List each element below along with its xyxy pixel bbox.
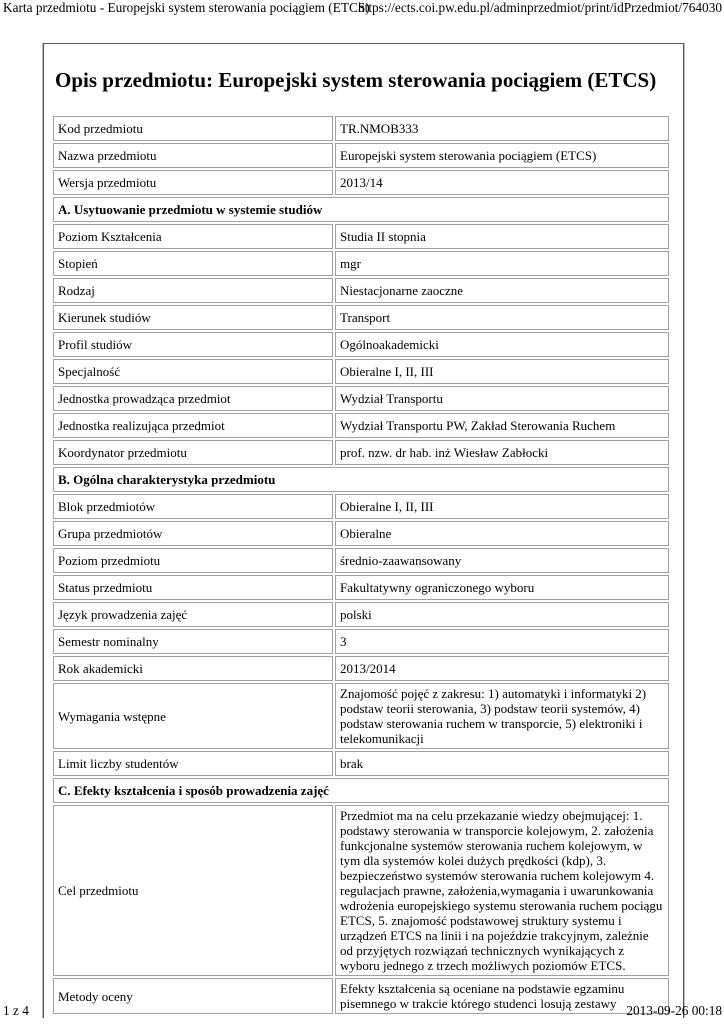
row-key: Profil studiów (53, 332, 333, 357)
row-key: Limit liczby studentów (53, 751, 333, 776)
section-header (53, 778, 669, 803)
table-row (53, 116, 669, 141)
row-key: Rok akademicki (53, 656, 333, 681)
table-row (53, 305, 669, 330)
table-row (53, 332, 669, 357)
row-key: Jednostka realizująca przedmiot (53, 413, 333, 438)
row-value: Transport (335, 305, 669, 330)
row-value: Wydział Transportu PW, Zakład Sterowania Ruchem (335, 413, 669, 438)
row-value: 3 (335, 629, 669, 654)
row-value: mgr (335, 251, 669, 276)
row-value: średnio-zaawansowany (335, 548, 669, 573)
print-header-title: Karta przedmiotu - Europejski system sterowania pociągiem (ETCS) (3, 0, 370, 15)
row-value: 2013/2014 (335, 656, 669, 681)
table-row (53, 751, 669, 776)
table-row (53, 656, 669, 681)
table-row (53, 170, 669, 195)
page-counter: 1 z 4 (3, 1003, 29, 1018)
row-key: Semestr nominalny (53, 629, 333, 654)
print-header-url: https://ects.coi.pw.edu.pl/adminprzedmiot/print/idPrzedmiot/764030 (357, 0, 722, 15)
table-row (53, 629, 669, 654)
row-key: Rodzaj (53, 278, 333, 303)
row-value: Znajomość pojęć z zakresu: 1) automatyki i informatyki 2) podstaw teorii sterowania, 3) podstaw teorii systemów, 4) podstaw sterowania ruchem w transporcie, 5) elektroniki i telekomunikacji (335, 683, 669, 749)
section-c-title: C. Efekty kształcenia i sposób prowadzenia zajęć (53, 778, 669, 803)
table-row (53, 602, 669, 627)
section-b-title: B. Ogólna charakterystyka przedmiotu (53, 467, 669, 492)
row-value: Fakultatywny ograniczonego wyboru (335, 575, 669, 600)
row-key: Poziom przedmiotu (53, 548, 333, 573)
table-row (53, 521, 669, 546)
row-value: Efekty kształcenia są oceniane na podstawie egzaminu pisemnego w trakcie którego studenci losują zestawy (335, 978, 669, 1014)
row-value: Ogólnoakademicki (335, 332, 669, 357)
row-key: Blok przedmiotów (53, 494, 333, 519)
row-value: Obieralne I, II, III (335, 494, 669, 519)
row-key: Wersja przedmiotu (53, 170, 333, 195)
page-title: Opis przedmiotu: Europejski system sterowania pociągiem (ETCS) (55, 68, 657, 92)
table-row (53, 575, 669, 600)
row-key: Grupa przedmiotów (53, 521, 333, 546)
row-value: Europejski system sterowania pociągiem (ETCS) (335, 143, 669, 168)
section-header (53, 467, 669, 492)
row-key: Nazwa przedmiotu (53, 143, 333, 168)
section-header (53, 197, 669, 222)
section-a-title: A. Usytuowanie przedmiotu w systemie studiów (53, 197, 669, 222)
row-key: Specjalność (53, 359, 333, 384)
row-key: Jednostka prowadząca przedmiot (53, 386, 333, 411)
table-row (53, 143, 669, 168)
row-key: Poziom Kształcenia (53, 224, 333, 249)
row-key: Kod przedmiotu (53, 116, 333, 141)
row-value: polski (335, 602, 669, 627)
row-value: Wydział Transportu (335, 386, 669, 411)
table-row (53, 978, 669, 1014)
table-row (53, 548, 669, 573)
row-value: 2013/14 (335, 170, 669, 195)
row-key: Język prowadzenia zajęć (53, 602, 333, 627)
row-key: Kierunek studiów (53, 305, 333, 330)
print-datetime: 2013-09-26 00:18 (626, 1003, 722, 1018)
table-row (53, 440, 669, 465)
row-value: Obieralne (335, 521, 669, 546)
row-key: Wymagania wstępne (53, 683, 333, 749)
row-key: Metody oceny (53, 978, 333, 1014)
row-key: Stopień (53, 251, 333, 276)
row-value: brak (335, 751, 669, 776)
table-row (53, 251, 669, 276)
document-frame (43, 43, 684, 1018)
table-row (53, 224, 669, 249)
table-row (53, 805, 669, 976)
table-row (53, 278, 669, 303)
row-key: Status przedmiotu (53, 575, 333, 600)
row-value: Niestacjonarne zaoczne (335, 278, 669, 303)
row-value: Studia II stopnia (335, 224, 669, 249)
row-key: Cel przedmiotu (53, 805, 333, 976)
table-row (53, 386, 669, 411)
table-row (53, 683, 669, 749)
table-row (53, 359, 669, 384)
row-value: prof. nzw. dr hab. inż Wiesław Zabłocki (335, 440, 669, 465)
table-row (53, 494, 669, 519)
row-key: Koordynator przedmiotu (53, 440, 333, 465)
table-row (53, 413, 669, 438)
course-table (51, 114, 671, 1016)
row-value: Przedmiot ma na celu przekazanie wiedzy obejmującej: 1. podstawy sterowania w transporcie kolejowym, 2. założenia funkcjonalne systemów sterowania ruchem kolejowym, w tym dla systemów kolei dużych prędkości (kdp), 3. bezpieczeństwo systemów sterowania ruchem kolejowym 4. regulacjach prawne, założenia,wymagania i uwarunkowania wdrożenia europejskiego systemu sterowania ruchem pociągu ETCS, 5. znajomość podstawowej struktury systemu i urządzeń ETCS na linii i na pojeździe trakcyjnym, zależnie od przyjętych rozwiązań technicznych wynikających z wyboru jednego z trzech możliwych poziomów ETCS. (335, 805, 669, 976)
row-value: TR.NMOB333 (335, 116, 669, 141)
row-value: Obieralne I, II, III (335, 359, 669, 384)
